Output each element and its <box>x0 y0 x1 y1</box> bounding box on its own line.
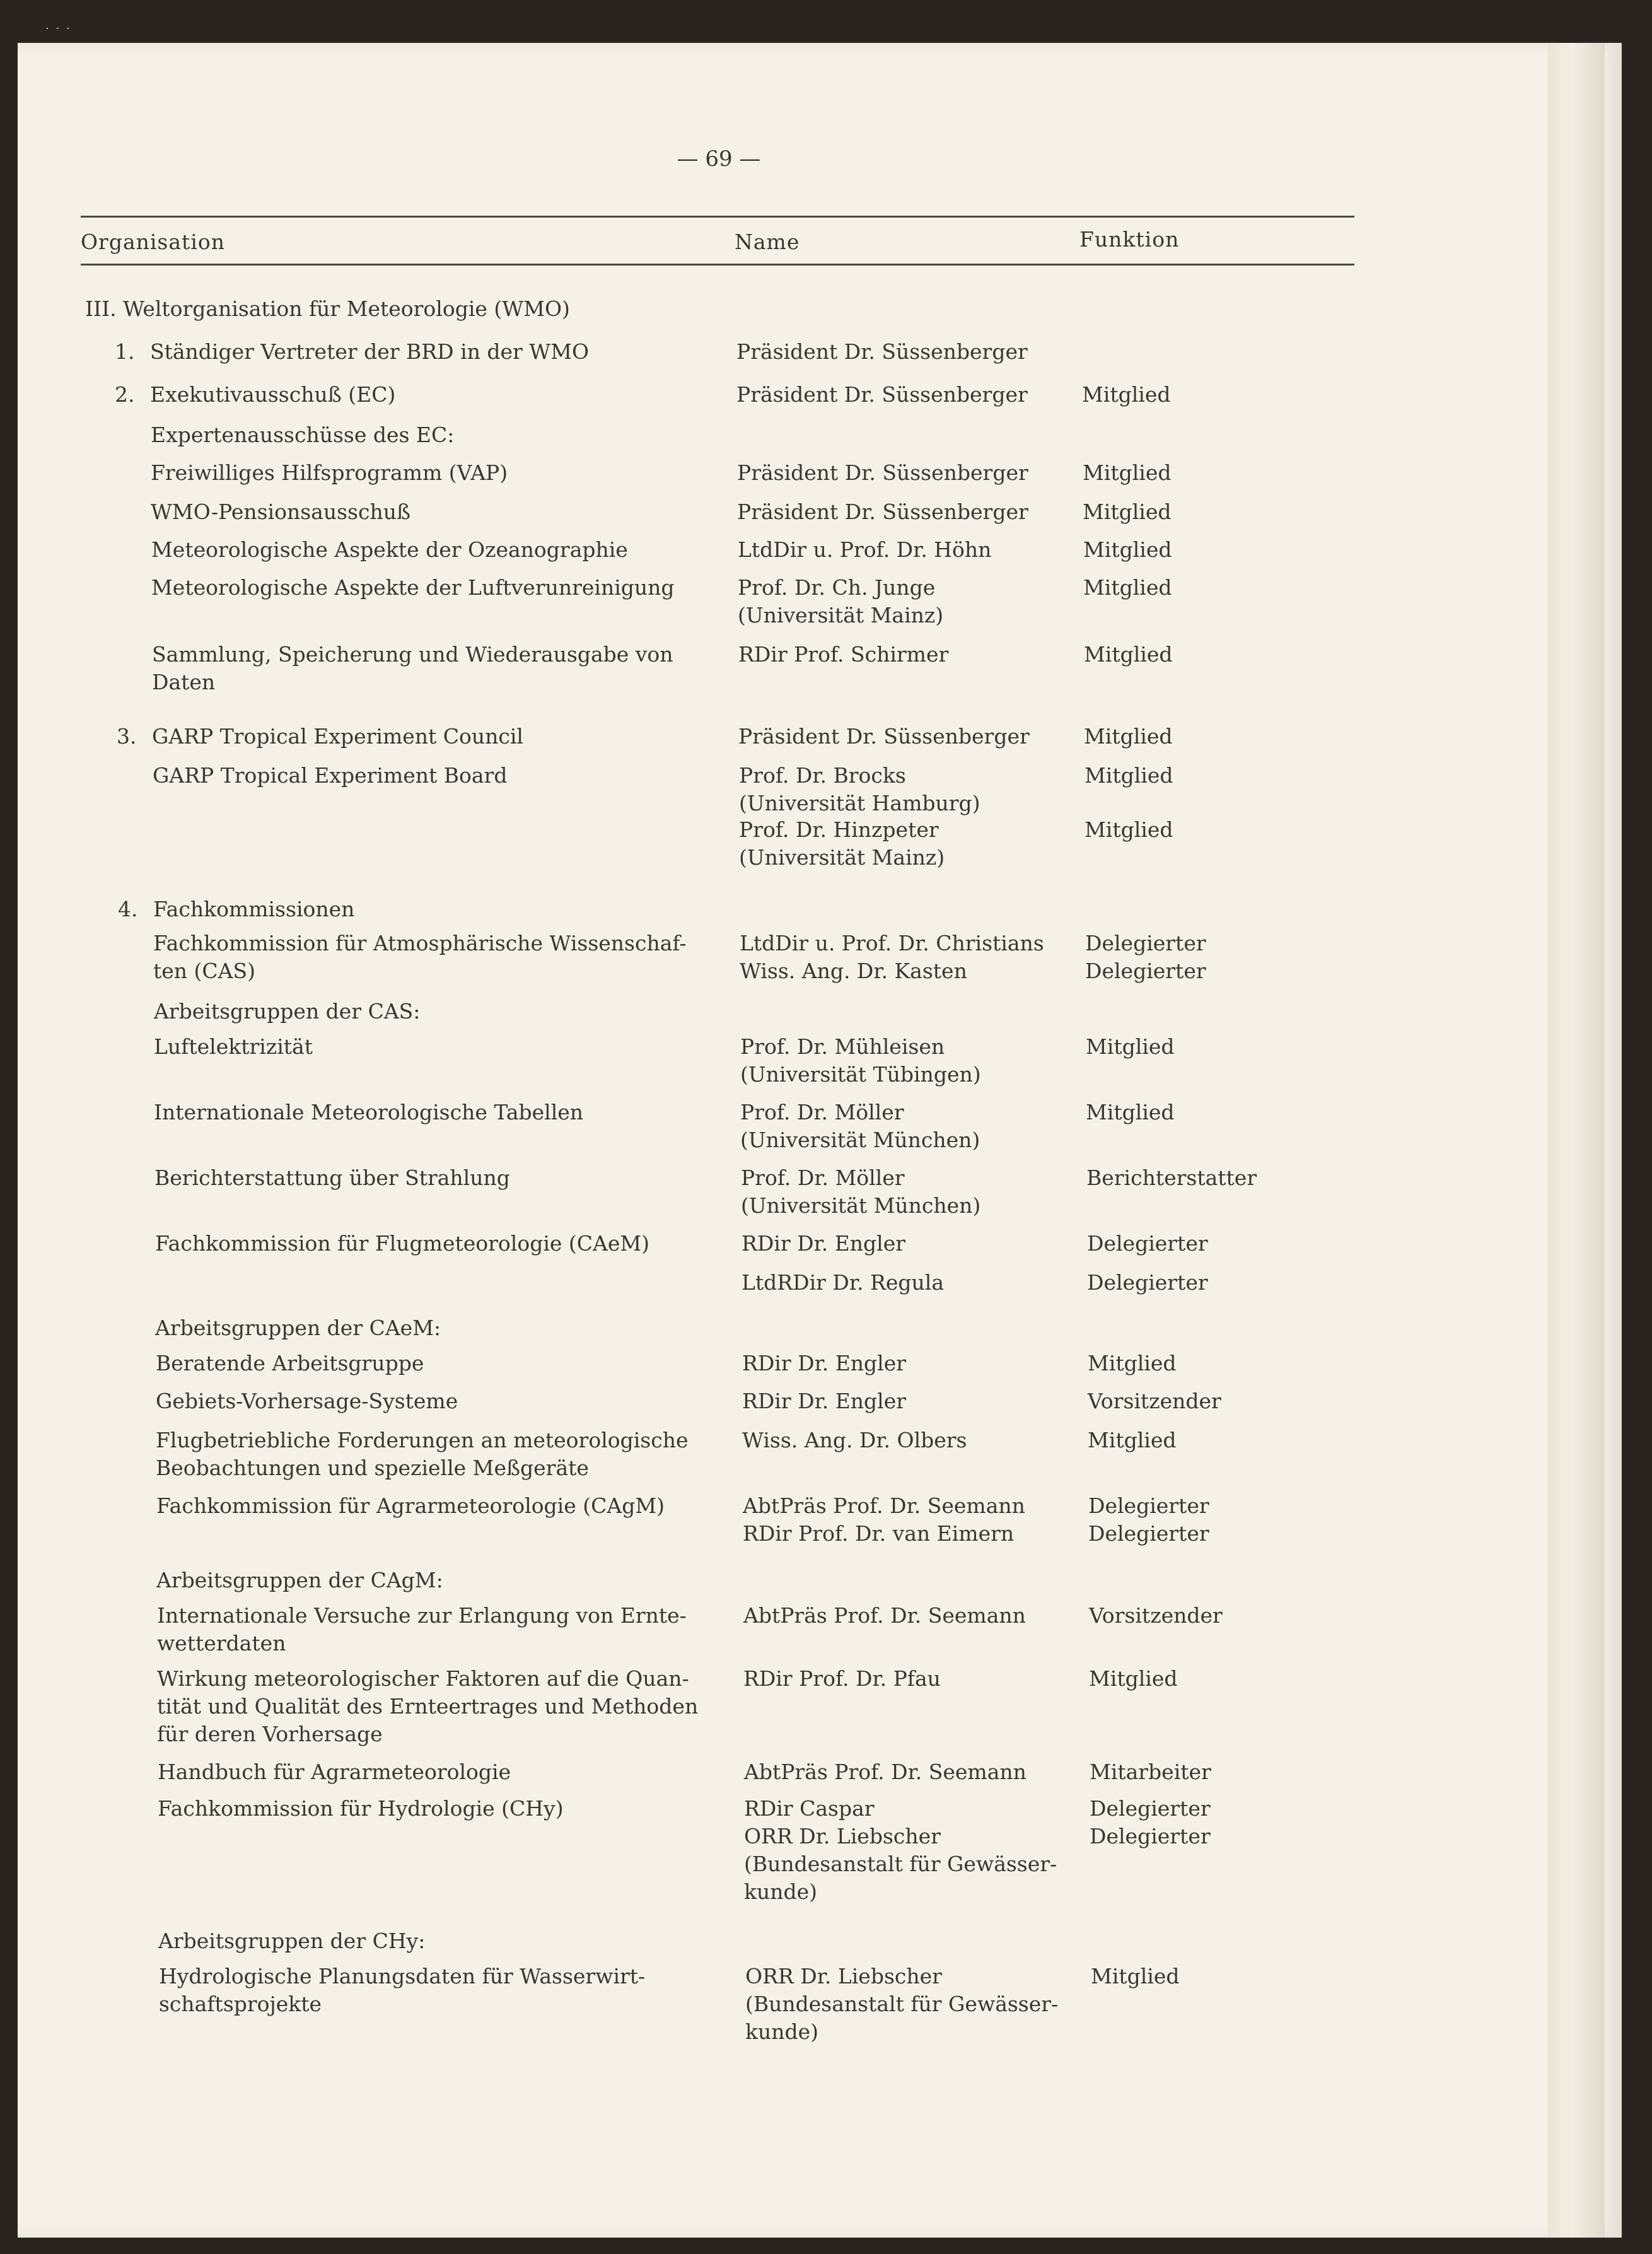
name-cell: AbtPräs Prof. Dr. Seemann <box>744 1760 1027 1784</box>
org-cell: Arbeitsgruppen der CAS: <box>154 999 421 1024</box>
funktion-cell: Mitglied <box>1086 1034 1175 1059</box>
header-rule-bottom <box>81 264 1354 266</box>
org-cell: Ständiger Vertreter der BRD in der WMO <box>150 339 590 364</box>
funktion-cell: Delegierter <box>1087 1270 1208 1295</box>
name-cell: (Universität München) <box>741 1193 981 1218</box>
org-cell: Sammlung, Speicherung und Wiederausgabe von <box>152 642 673 667</box>
name-cell: Prof. Dr. Ch. Junge <box>738 575 936 600</box>
org-cell: wetterdaten <box>157 1631 286 1655</box>
name-cell: Präsident Dr. Süssenberger <box>737 499 1028 524</box>
header-funktion: Funktion <box>1079 227 1180 252</box>
header-organisation: Organisation <box>81 230 225 254</box>
org-cell: Freiwilliges Hilfsprogramm (VAP) <box>151 460 508 485</box>
name-cell: LtdDir u. Prof. Dr. Höhn <box>738 537 992 562</box>
row-number: 1. <box>115 339 135 364</box>
name-cell: RDir Dr. Engler <box>742 1231 906 1256</box>
name-cell: Präsident Dr. Süssenberger <box>737 460 1028 485</box>
org-cell: tität und Qualität des Ernteertrages und Methoden <box>157 1694 699 1719</box>
name-cell: AbtPräs Prof. Dr. Seemann <box>743 1603 1026 1628</box>
org-cell: Hydrologische Planungsdaten für Wasserwirt- <box>159 1964 646 1988</box>
funktion-cell: Mitglied <box>1083 460 1172 485</box>
row-number: 3. <box>117 724 137 749</box>
funktion-cell: Vorsitzender <box>1089 1603 1223 1628</box>
org-cell: Beratende Arbeitsgruppe <box>156 1351 424 1375</box>
funktion-cell: Mitglied <box>1083 499 1172 524</box>
org-cell: Fachkommissionen <box>153 897 355 921</box>
name-cell: Prof. Dr. Brocks <box>739 763 906 788</box>
name-cell: (Bundesanstalt für Gewässer- <box>745 1992 1059 2016</box>
name-cell: (Universität Hamburg) <box>739 791 980 815</box>
org-cell: GARP Tropical Experiment Board <box>153 763 508 788</box>
org-cell: Daten <box>152 670 216 694</box>
org-cell: Fachkommission für Agrarmeteorologie (CAgM) <box>156 1493 665 1518</box>
funktion-cell: Berichterstatter <box>1086 1165 1257 1190</box>
funktion-cell: Mitglied <box>1091 1964 1180 1988</box>
org-cell: GARP Tropical Experiment Council <box>152 724 523 749</box>
name-cell: Prof. Dr. Mühleisen <box>740 1034 945 1059</box>
name-cell: RDir Prof. Dr. van Eimern <box>743 1521 1015 1546</box>
name-cell: Präsident Dr. Süssenberger <box>736 339 1028 364</box>
org-cell: Arbeitsgruppen der CAgM: <box>156 1568 443 1592</box>
org-cell: Wirkung meteorologischer Faktoren auf die Quan- <box>157 1666 689 1691</box>
name-cell: RDir Prof. Schirmer <box>738 642 949 667</box>
name-cell: kunde) <box>744 1879 818 1904</box>
name-cell: LtdRDir Dr. Regula <box>742 1270 944 1295</box>
funktion-cell: Delegierter <box>1088 1493 1209 1518</box>
name-cell: RDir Dr. Engler <box>742 1351 907 1375</box>
page-number: — 69 — <box>677 146 761 172</box>
funktion-cell: Mitglied <box>1086 1100 1175 1124</box>
funktion-cell: Mitglied <box>1089 1666 1178 1691</box>
name-cell: ORR Dr. Liebscher <box>745 1964 942 1988</box>
name-cell: LtdDir u. Prof. Dr. Christians <box>740 931 1044 955</box>
funktion-cell: Delegierter <box>1090 1824 1211 1848</box>
name-cell: RDir Caspar <box>744 1796 875 1821</box>
org-cell: ten (CAS) <box>153 959 255 983</box>
funktion-cell: Mitglied <box>1088 1351 1177 1375</box>
org-cell: Arbeitsgruppen der CAeM: <box>155 1316 441 1340</box>
name-cell: Wiss. Ang. Dr. Kasten <box>740 959 967 983</box>
funktion-cell: Mitarbeiter <box>1090 1760 1211 1784</box>
org-cell: Arbeitsgruppen der CHy: <box>158 1929 426 1953</box>
name-cell: Wiss. Ang. Dr. Olbers <box>742 1428 967 1452</box>
funktion-cell: Delegierter <box>1087 1231 1208 1256</box>
org-cell: Fachkommission für Atmosphärische Wissenschaf- <box>153 931 687 955</box>
name-cell: RDir Dr. Engler <box>742 1389 907 1413</box>
org-cell: Luftelektrizität <box>154 1034 313 1059</box>
org-cell: Internationale Versuche zur Erlangung von Ernte- <box>157 1603 687 1628</box>
funktion-cell: Mitglied <box>1088 1428 1177 1452</box>
name-cell: ORR Dr. Liebscher <box>744 1824 941 1848</box>
funktion-cell: Mitglied <box>1082 382 1171 407</box>
org-cell: Meteorologische Aspekte der Luftverunreinigung <box>151 575 675 600</box>
name-cell: (Universität Tübingen) <box>740 1062 981 1087</box>
name-cell: Präsident Dr. Süssenberger <box>738 724 1030 749</box>
page-edge <box>1548 43 1605 2238</box>
header-name: Name <box>735 230 800 254</box>
name-cell: (Universität München) <box>740 1128 980 1152</box>
funktion-cell: Mitglied <box>1084 724 1173 749</box>
funktion-cell: Delegierter <box>1085 959 1206 983</box>
org-cell: Expertenausschüsse des EC: <box>151 423 455 447</box>
name-cell: RDir Prof. Dr. Pfau <box>743 1666 941 1691</box>
org-cell: Fachkommission für Hydrologie (CHy) <box>158 1796 564 1821</box>
org-cell: Handbuch für Agrarmeteorologie <box>158 1760 511 1784</box>
name-cell: (Bundesanstalt für Gewässer- <box>744 1852 1057 1876</box>
header-rule-top <box>81 216 1354 218</box>
name-cell: (Universität Mainz) <box>739 845 945 870</box>
org-cell: Meteorologische Aspekte der Ozeanographie <box>151 537 628 562</box>
funktion-cell: Delegierter <box>1090 1796 1211 1821</box>
section-title: III. Weltorganisation für Meteorologie (WMO) <box>85 296 570 321</box>
org-cell: Fachkommission für Flugmeteorologie (CAeM) <box>155 1231 650 1256</box>
name-cell: Präsident Dr. Süssenberger <box>736 382 1028 407</box>
row-number: 4. <box>118 897 138 921</box>
name-cell: (Universität Mainz) <box>738 603 944 628</box>
funktion-cell: Mitglied <box>1083 537 1172 562</box>
org-cell: Gebiets-Vorhersage-Systeme <box>156 1389 458 1413</box>
name-cell: Prof. Dr. Hinzpeter <box>739 817 939 842</box>
org-cell: Beobachtungen und spezielle Meßgeräte <box>156 1456 589 1480</box>
org-cell: Exekutivausschuß (EC) <box>150 382 396 407</box>
org-cell: Flugbetriebliche Forderungen an meteorologische <box>156 1428 689 1452</box>
org-cell: Berichterstattung über Strahlung <box>154 1165 510 1190</box>
funktion-cell: Mitglied <box>1083 575 1172 600</box>
funktion-cell: Delegierter <box>1085 931 1206 955</box>
org-cell: für deren Vorhersage <box>157 1722 383 1746</box>
funktion-cell: Mitglied <box>1085 763 1173 788</box>
name-cell: Prof. Dr. Möller <box>740 1100 904 1124</box>
name-cell: AbtPräs Prof. Dr. Seemann <box>743 1493 1025 1518</box>
funktion-cell: Vorsitzender <box>1088 1389 1221 1413</box>
row-number: 2. <box>115 382 135 407</box>
speck: ˙ ˙ ˙ <box>44 25 71 40</box>
org-cell: Internationale Meteorologische Tabellen <box>154 1100 584 1124</box>
funktion-cell: Mitglied <box>1085 817 1173 842</box>
name-cell: kunde) <box>745 2019 819 2044</box>
funktion-cell: Mitglied <box>1084 642 1173 667</box>
funktion-cell: Delegierter <box>1088 1521 1209 1546</box>
org-cell: schaftsprojekte <box>159 1992 322 2016</box>
name-cell: Prof. Dr. Möller <box>741 1165 905 1190</box>
org-cell: WMO-Pensionsausschuß <box>151 499 411 524</box>
